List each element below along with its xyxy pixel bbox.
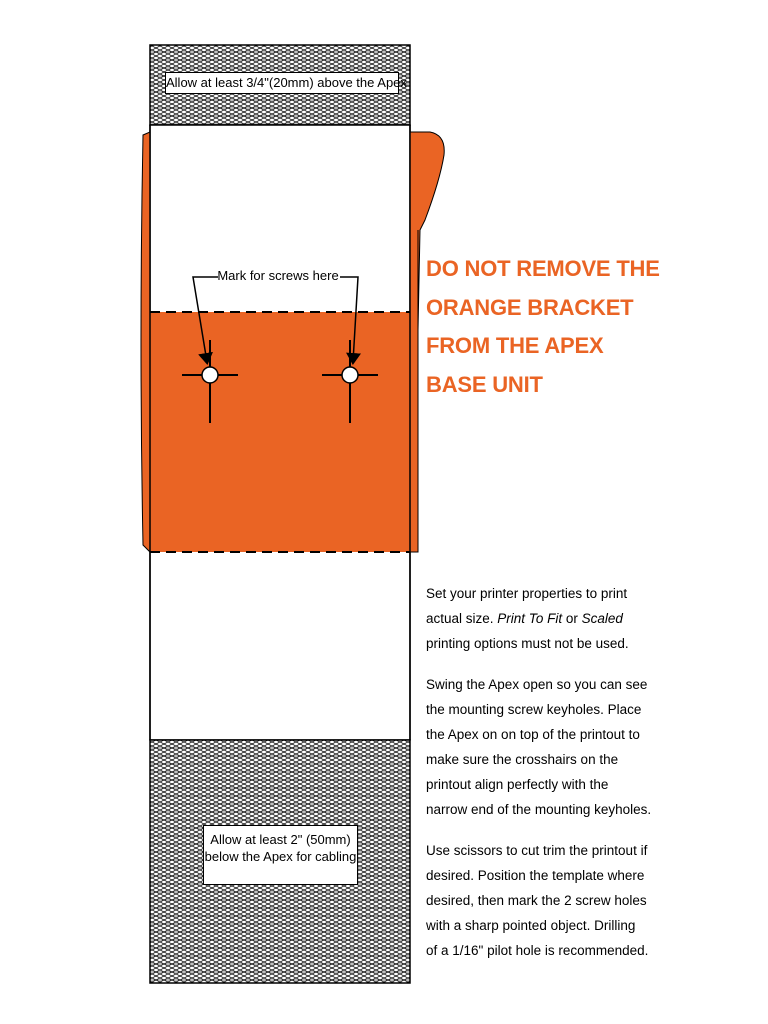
warning-line: BASE UNIT (426, 371, 543, 397)
instruction-line: narrow end of the mounting keyholes. (426, 802, 652, 817)
text-fragment: actual size. (426, 611, 498, 626)
emphasis: Scaled (581, 611, 623, 626)
instruction-line: Set your printer properties to print (426, 586, 628, 601)
warning-heading (426, 250, 726, 404)
instruction-line: Use scissors to cut trim the printout if (426, 843, 648, 858)
mark-screws-label: Mark for screws here (217, 268, 339, 283)
instruction-line (426, 606, 746, 631)
top-clearance-note: Allow at least 3/4"(20mm) above the Apex (165, 72, 399, 94)
instruction-line: the mounting screw keyholes. Place (426, 702, 642, 717)
orange-bracket (150, 312, 410, 552)
instruction-line: with a sharp pointed object. Drilling (426, 918, 636, 933)
instruction-line: Swing the Apex open so you can see (426, 677, 648, 692)
left-bracket-strip (141, 132, 150, 552)
bottom-note-line: below the Apex for cabling (204, 849, 357, 864)
instruction-line: make sure the crosshairs on the (426, 752, 619, 767)
screw-hole-icon (342, 367, 358, 383)
instruction-paragraph (426, 581, 746, 656)
text-fragment: or (562, 611, 582, 626)
bottom-clearance-note (203, 825, 358, 885)
instruction-line: the Apex on on top of the printout to (426, 727, 640, 742)
bottom-note-line: Allow at least 2" (50mm) (210, 832, 351, 847)
instruction-paragraph (426, 672, 746, 822)
emphasis: Print To Fit (497, 611, 563, 626)
warning-line: DO NOT REMOVE THE (426, 256, 660, 281)
instruction-line: desired, then mark the 2 screw holes (426, 893, 647, 908)
warning-line: ORANGE BRACKET (426, 294, 634, 320)
screw-hole-icon (202, 367, 218, 383)
instructions (426, 581, 746, 979)
warning-line: FROM THE APEX (426, 333, 604, 358)
instruction-paragraph (426, 838, 746, 963)
instruction-line: desired. Position the template where (426, 868, 645, 883)
instruction-line: printout align perfectly with the (426, 777, 609, 792)
instruction-line: printing options must not be used. (426, 636, 629, 651)
instruction-line: of a 1/16" pilot hole is recommended. (426, 943, 649, 958)
